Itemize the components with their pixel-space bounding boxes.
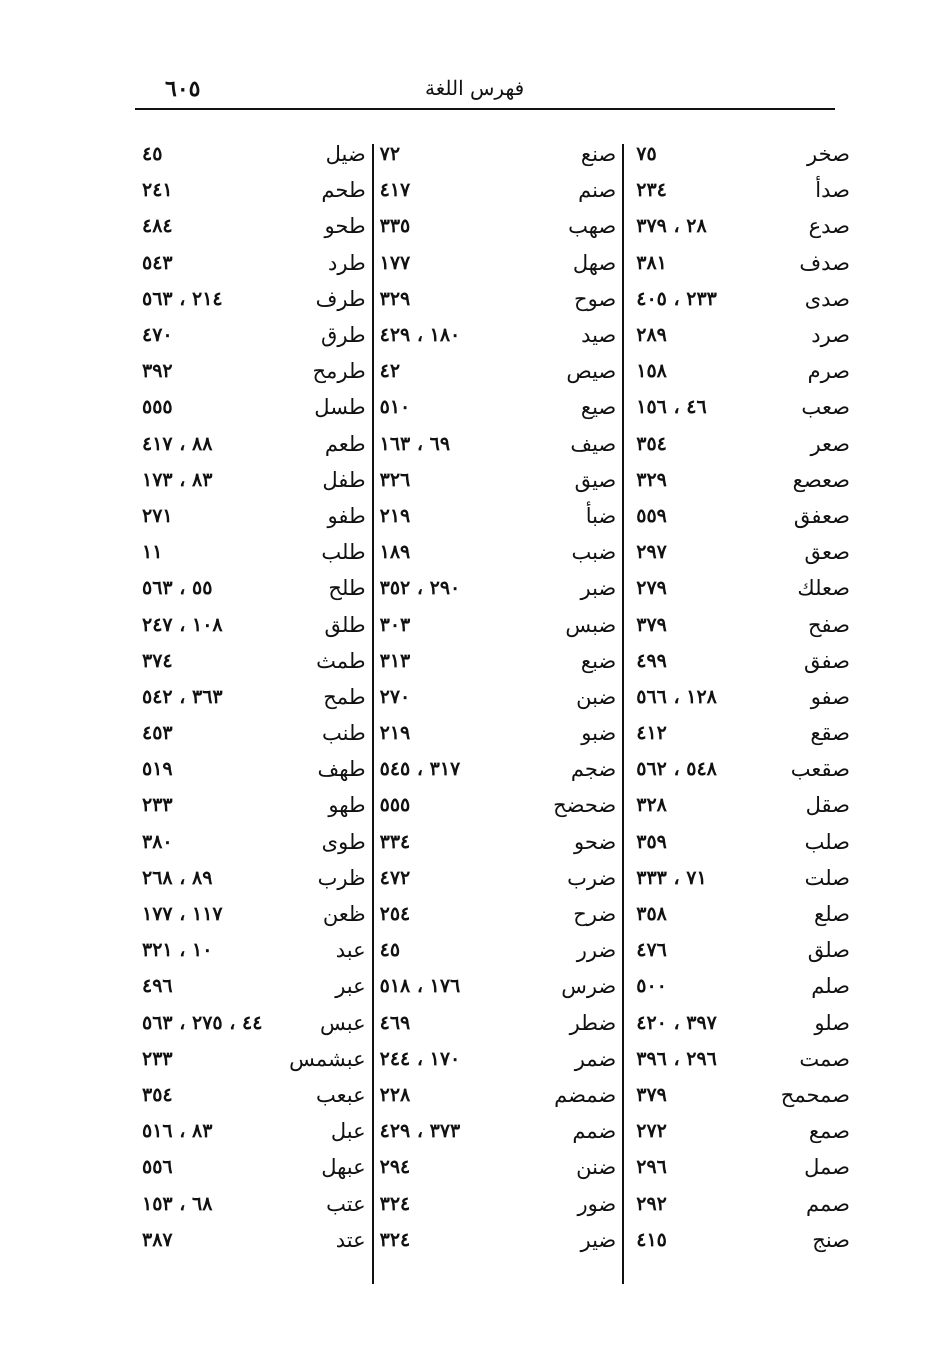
entry-word: صدى: [804, 286, 850, 311]
entry-word: صعلك: [797, 576, 850, 601]
index-entry: [624, 643, 850, 679]
entry-page-refs: ١٥٨: [636, 360, 667, 383]
entry-word: صرم: [807, 359, 850, 384]
entry-word: صخر: [807, 142, 850, 167]
entry-page-refs: ٣٢٤: [379, 1228, 411, 1251]
entry-page-refs: ٣٢٤: [379, 1192, 411, 1215]
entry-word: صلو: [814, 1010, 850, 1035]
entry-page-refs: ٣٧٩: [636, 613, 667, 636]
entry-word: طهو: [328, 793, 366, 818]
index-entry: [374, 281, 623, 317]
entry-page-refs: ٨٨ ، ٤١٧: [142, 432, 213, 455]
entry-word: طحم: [321, 178, 366, 203]
index-entry: [130, 136, 372, 172]
index-entry: [130, 570, 372, 606]
entry-word: طلب: [321, 540, 366, 565]
entry-word: صعق: [804, 540, 850, 565]
entry-page-refs: ١٧٦ ، ٥١٨: [379, 975, 461, 998]
index-entry: [374, 245, 623, 281]
entry-page-refs: ٤٩٦: [142, 975, 173, 998]
entry-word: طسل: [314, 395, 366, 420]
entry-word: ضحضح: [553, 793, 617, 818]
entry-page-refs: ٥١٩: [142, 758, 173, 781]
entry-word: ضمر: [574, 1046, 617, 1071]
index-entry: [624, 245, 850, 281]
entry-page-refs: ٥٤٨ ، ٥٦٢: [636, 758, 717, 781]
entry-word: طحو: [324, 214, 366, 239]
entry-page-refs: ٤١٢: [636, 722, 667, 745]
index-entry: [374, 534, 623, 570]
index-entry: [374, 570, 623, 606]
entry-page-refs: ٥٥ ، ٥٦٣: [142, 577, 213, 600]
entry-page-refs: ٤٤ ، ٢٧٥ ، ٥٦٣: [142, 1011, 263, 1034]
running-title: فهرس اللغة: [425, 76, 525, 100]
entry-word: صيص: [566, 359, 617, 384]
entry-word: ضيل: [325, 142, 366, 167]
index-entry: [374, 353, 623, 389]
index-entry: [130, 426, 372, 462]
index-entry: [374, 426, 623, 462]
index-entry: [624, 208, 850, 244]
entry-page-refs: ٨٣ ، ٥١٦: [142, 1120, 213, 1143]
entry-word: ضرح: [573, 902, 617, 927]
index-entry: [374, 498, 623, 534]
entry-word: صفق: [804, 648, 850, 673]
entry-word: صمحمح: [780, 1082, 850, 1107]
index-entry: [624, 1222, 850, 1258]
index-entry: [624, 389, 850, 425]
entry-word: صفح: [807, 612, 850, 637]
entry-word: ضرر: [576, 938, 617, 963]
entry-word: طهف: [317, 757, 366, 782]
entry-page-refs: ٧٥: [636, 143, 657, 166]
entry-page-refs: ٣٨١: [636, 251, 667, 274]
index-entry: [374, 606, 623, 642]
entry-word: عبر: [335, 974, 366, 999]
index-entry: [130, 606, 372, 642]
index-entry: [374, 1077, 623, 1113]
entry-page-refs: ١٧٧: [379, 251, 411, 274]
entry-page-refs: ٤٩٩: [636, 649, 667, 672]
entry-page-refs: ٣٢٦: [379, 468, 411, 491]
entry-page-refs: ٢٧٩: [636, 577, 667, 600]
entry-word: ضبن: [576, 684, 617, 709]
index-entry: [374, 317, 623, 353]
index-entry: [624, 1185, 850, 1221]
entry-word: صيد: [581, 323, 617, 348]
entry-word: طمث: [316, 648, 366, 673]
entry-page-refs: ٣٣٥: [379, 215, 411, 238]
index-entry: [624, 606, 850, 642]
index-entry: [624, 353, 850, 389]
entry-word: صيف: [570, 431, 617, 456]
entry-word: صلم: [811, 974, 850, 999]
entry-word: صلت: [804, 865, 850, 890]
entry-word: صمل: [804, 1155, 850, 1180]
entry-page-refs: ٤٧٢: [379, 866, 411, 889]
entry-page-refs: ١٧٠ ، ٢٤٤: [379, 1047, 461, 1070]
entry-word: صيق: [574, 467, 617, 492]
entry-page-refs: ٣٩٧ ، ٤٢٠: [636, 1011, 717, 1034]
index-entry: [624, 136, 850, 172]
entry-word: صهل: [572, 250, 617, 275]
index-body: [130, 136, 850, 1296]
index-entry: [130, 281, 372, 317]
entry-page-refs: ١٨٩: [379, 541, 411, 564]
entry-word: عبعب: [316, 1082, 366, 1107]
entry-page-refs: ٤٥: [379, 939, 401, 962]
entry-word: ضبب: [571, 540, 617, 565]
entry-word: صنج: [812, 1227, 850, 1252]
entry-word: صقعب: [790, 757, 850, 782]
entry-word: صعب: [801, 395, 850, 420]
index-entry: [624, 751, 850, 787]
index-entry: [624, 534, 850, 570]
entry-page-refs: ٧٢: [379, 143, 401, 166]
entry-page-refs: ٢٨ ، ٣٧٩: [636, 215, 707, 238]
index-entry: [374, 932, 623, 968]
index-entry: [130, 389, 372, 425]
index-entry: [374, 1149, 623, 1185]
entry-word: صمم: [806, 1191, 850, 1216]
index-entry: [624, 715, 850, 751]
entry-page-refs: ٣٨٠: [142, 830, 173, 853]
entry-page-refs: ٣٢٨: [636, 794, 667, 817]
entry-page-refs: ٢٣٣: [142, 1047, 173, 1070]
entry-word: عبد: [335, 938, 366, 963]
entry-page-refs: ٣١٧ ، ٥٤٥: [379, 758, 461, 781]
index-entry: [624, 932, 850, 968]
entry-word: صفو: [810, 684, 850, 709]
index-entry: [374, 208, 623, 244]
entry-word: طلح: [328, 576, 366, 601]
entry-page-refs: ٣٥٤: [142, 1083, 173, 1106]
entry-page-refs: ٣٥٨: [636, 903, 667, 926]
entry-word: عبس: [320, 1010, 366, 1035]
entry-word: ضبأ: [585, 503, 617, 528]
entry-word: طلق: [324, 612, 366, 637]
entry-page-refs: ١٢٨ ، ٥٦٦: [636, 685, 717, 708]
entry-word: طنب: [321, 721, 366, 746]
index-entry: [374, 643, 623, 679]
entry-page-refs: ٥١٠: [379, 396, 411, 419]
entry-word: ضجم: [570, 757, 617, 782]
entry-page-refs: ٢١٩: [379, 504, 411, 527]
index-entry: [624, 1149, 850, 1185]
entry-word: صنع: [580, 142, 617, 167]
entry-word: ضرب: [567, 865, 617, 890]
entry-page-refs: ٢٣٤: [636, 179, 667, 202]
entry-page-refs: ٤٦٩: [379, 1011, 411, 1034]
entry-page-refs: ٣٥٤: [636, 432, 667, 455]
index-entry: [624, 968, 850, 1004]
index-entry: [130, 932, 372, 968]
entry-page-refs: ٢٩٧: [636, 541, 667, 564]
entry-word: ضير: [580, 1227, 617, 1252]
entry-page-refs: ١٠ ، ٣٢١: [142, 939, 213, 962]
entry-word: ظرب: [317, 865, 366, 890]
index-entry: [374, 1041, 623, 1077]
entry-word: صنم: [578, 178, 617, 203]
index-entry: [130, 1222, 372, 1258]
index-entry: [374, 824, 623, 860]
entry-page-refs: ٥٥٥: [379, 794, 411, 817]
entry-word: ضطر: [569, 1010, 617, 1035]
entry-word: طرف: [315, 286, 366, 311]
entry-page-refs: ٢٣٣ ، ٤٠٥: [636, 287, 717, 310]
entry-page-refs: ٣٣٤: [379, 830, 411, 853]
index-column-1: [624, 136, 850, 1296]
entry-page-refs: ٦٩ ، ١٦٣: [379, 432, 451, 455]
entry-page-refs: ٢٩٦ ، ٣٩٦: [636, 1047, 717, 1070]
entry-word: طرق: [321, 323, 366, 348]
entry-page-refs: ٣٠٣: [379, 613, 411, 636]
index-entry: [130, 1185, 372, 1221]
index-entry: [130, 1077, 372, 1113]
index-entry: [374, 751, 623, 787]
index-entry: [624, 896, 850, 932]
index-entry: [130, 860, 372, 896]
entry-word: صقل: [805, 793, 850, 818]
entry-page-refs: ٥٤٣: [142, 251, 173, 274]
entry-word: صدف: [799, 250, 850, 275]
entry-word: صمت: [799, 1046, 850, 1071]
entry-word: طمح: [323, 684, 366, 709]
index-entry: [130, 353, 372, 389]
index-entry: [130, 208, 372, 244]
index-entry: [624, 679, 850, 715]
index-entry: [374, 968, 623, 1004]
index-entry: [374, 860, 623, 896]
index-entry: [130, 1005, 372, 1041]
entry-word: عبل: [330, 1119, 366, 1144]
entry-word: صدع: [808, 214, 850, 239]
index-entry: [624, 1077, 850, 1113]
index-entry: [130, 245, 372, 281]
entry-page-refs: ٤٨٤: [142, 215, 173, 238]
index-entry: [130, 1113, 372, 1149]
index-entry: [624, 498, 850, 534]
entry-page-refs: ٨٣ ، ١٧٣: [142, 468, 213, 491]
entry-word: ضبر: [580, 576, 617, 601]
entry-page-refs: ٢٩٤: [379, 1156, 411, 1179]
entry-page-refs: ٢٥٤: [379, 903, 411, 926]
entry-page-refs: ٢٨٩: [636, 324, 667, 347]
entry-word: صقع: [810, 721, 850, 746]
entry-page-refs: ٢٧٢: [636, 1120, 667, 1143]
entry-page-refs: ٣٧٤: [142, 649, 173, 672]
header-rule: [135, 108, 835, 110]
entry-word: ضمضم: [554, 1082, 617, 1107]
index-entry: [624, 172, 850, 208]
entry-page-refs: ٢١٩: [379, 722, 411, 745]
entry-word: عتب: [326, 1191, 366, 1216]
index-entry: [624, 860, 850, 896]
entry-word: طرد: [328, 250, 366, 275]
entry-word: صعفق: [793, 503, 850, 528]
index-entry: [624, 824, 850, 860]
entry-page-refs: ٤١٧: [379, 179, 411, 202]
entry-page-refs: ٣٦٣ ، ٥٤٢: [142, 685, 223, 708]
entry-page-refs: ٣٢٩: [636, 468, 667, 491]
entry-page-refs: ٣٩٢: [142, 360, 173, 383]
entry-page-refs: ٤٧٠: [142, 324, 173, 347]
entry-page-refs: ٤٥: [142, 143, 163, 166]
index-entry: [624, 1113, 850, 1149]
index-entry: [374, 1005, 623, 1041]
entry-page-refs: ٢٩٢: [636, 1192, 667, 1215]
entry-word: طفو: [327, 503, 366, 528]
index-entry: [374, 136, 623, 172]
entry-page-refs: ٧١ ، ٣٣٣: [636, 866, 707, 889]
entry-page-refs: ٤٦ ، ١٥٦: [636, 396, 707, 419]
entry-word: ضحو: [574, 829, 617, 854]
index-entry: [130, 787, 372, 823]
index-entry: [624, 281, 850, 317]
entry-word: صلب: [804, 829, 850, 854]
index-entry: [374, 389, 623, 425]
index-entry: [130, 172, 372, 208]
index-entry: [374, 787, 623, 823]
index-entry: [130, 643, 372, 679]
index-entry: [130, 1149, 372, 1185]
entry-page-refs: ٢٢٨: [379, 1083, 411, 1106]
entry-word: عبشمس: [289, 1046, 366, 1071]
entry-page-refs: ٣٧٩: [636, 1083, 667, 1106]
entry-word: طرمح: [312, 359, 366, 384]
entry-word: ضبس: [565, 612, 617, 637]
entry-page-refs: ٥٠٠: [636, 975, 667, 998]
entry-word: ضبو: [581, 721, 617, 746]
entry-page-refs: ٤٥٣: [142, 722, 173, 745]
index-entry: [130, 751, 372, 787]
entry-page-refs: ٦٨ ، ١٥٣: [142, 1192, 213, 1215]
index-entry: [624, 426, 850, 462]
entry-page-refs: ٢٣٣: [142, 794, 173, 817]
entry-page-refs: ١١٧ ، ١٧٧: [142, 903, 223, 926]
index-entry: [624, 317, 850, 353]
index-entry: [130, 968, 372, 1004]
entry-word: صدأ: [815, 178, 850, 203]
entry-page-refs: ٣٧٣ ، ٤٢٩: [379, 1120, 461, 1143]
index-entry: [374, 1113, 623, 1149]
entry-page-refs: ٣٨٧: [142, 1228, 173, 1251]
entry-page-refs: ٣١٣: [379, 649, 411, 672]
entry-word: طفل: [322, 467, 366, 492]
index-entry: [130, 715, 372, 751]
entry-word: ضمم: [572, 1119, 617, 1144]
index-entry: [374, 715, 623, 751]
entry-word: صعصع: [792, 467, 850, 492]
index-entry: [130, 679, 372, 715]
index-column-3: [130, 136, 372, 1296]
index-entry: [624, 1005, 850, 1041]
entry-page-refs: ٤٧٦: [636, 939, 667, 962]
entry-word: عتد: [335, 1227, 366, 1252]
index-entry: [374, 1222, 623, 1258]
entry-word: عبهل: [321, 1155, 366, 1180]
entry-page-refs: ٥٥٩: [636, 504, 667, 527]
index-entry: [130, 1041, 372, 1077]
entry-page-refs: ٣٢٩: [379, 287, 411, 310]
index-entry: [130, 534, 372, 570]
index-entry: [624, 462, 850, 498]
index-entry: [130, 498, 372, 534]
entry-word: صلق: [807, 938, 850, 963]
entry-word: طعم: [324, 431, 366, 456]
entry-page-refs: ٥٥٥: [142, 396, 173, 419]
entry-page-refs: ٢٧١: [142, 504, 173, 527]
entry-page-refs: ١١: [142, 541, 163, 564]
index-entry: [624, 1041, 850, 1077]
index-entry: [130, 824, 372, 860]
entry-page-refs: ٣٥٩: [636, 830, 667, 853]
entry-word: ضرس: [561, 974, 617, 999]
page-header: [135, 70, 835, 108]
index-entry: [374, 679, 623, 715]
entry-page-refs: ٢٩٠ ، ٣٥٢: [379, 577, 461, 600]
entry-word: ضور: [577, 1191, 617, 1216]
index-entry: [374, 896, 623, 932]
entry-page-refs: ٨٩ ، ٢٦٨: [142, 866, 213, 889]
index-entry: [374, 462, 623, 498]
entry-page-refs: ١٨٠ ، ٤٢٩: [379, 324, 461, 347]
index-entry: [130, 317, 372, 353]
entry-word: صلع: [814, 902, 850, 927]
index-entry: [130, 896, 372, 932]
index-entry: [624, 787, 850, 823]
entry-page-refs: ٢٧٠: [379, 685, 411, 708]
entry-word: صرد: [811, 323, 850, 348]
index-entry: [374, 1185, 623, 1221]
index-entry: [130, 462, 372, 498]
entry-page-refs: ٢٤١: [142, 179, 173, 202]
page-number: ٦٠٥: [165, 76, 201, 102]
entry-page-refs: ٤٢: [379, 360, 401, 383]
entry-word: صعر: [810, 431, 850, 456]
entry-word: ضبع: [580, 648, 617, 673]
index-entry: [374, 172, 623, 208]
entry-page-refs: ٥٥٦: [142, 1156, 173, 1179]
entry-page-refs: ١٠٨ ، ٢٤٧: [142, 613, 223, 636]
entry-word: طوى: [321, 829, 366, 854]
entry-page-refs: ٢٩٦: [636, 1156, 667, 1179]
entry-word: ظعن: [322, 902, 366, 927]
entry-word: صوح: [574, 286, 617, 311]
entry-page-refs: ٢١٤ ، ٥٦٣: [142, 287, 223, 310]
index-entry: [624, 570, 850, 606]
entry-word: صيع: [580, 395, 617, 420]
entry-word: ضنن: [576, 1155, 617, 1180]
index-column-2: [374, 136, 623, 1296]
entry-word: صمع: [808, 1119, 850, 1144]
entry-word: صهب: [568, 214, 617, 239]
entry-page-refs: ٤١٥: [636, 1228, 667, 1251]
